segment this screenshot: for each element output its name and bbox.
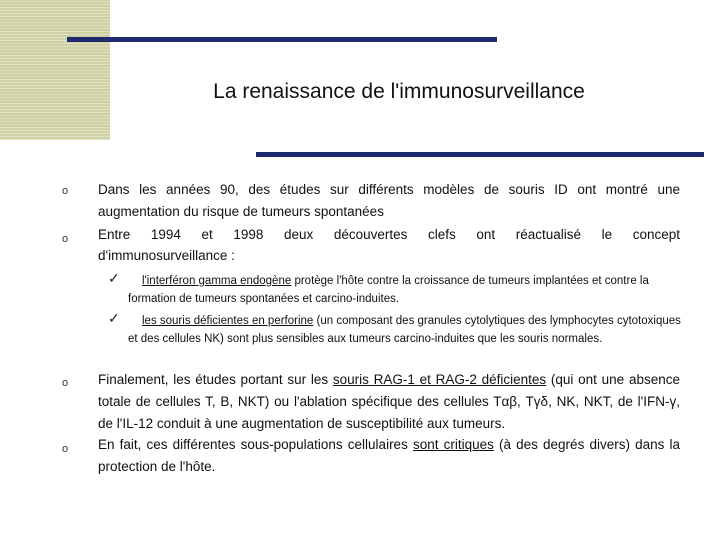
sub-item-2-text: (un composant des granules cytolytiques des lymphocytes cytotoxiques et des cellules NK) sont plus sensibles aux tumeurs carcino-induites que les souris normales. [128,315,681,345]
checkmark-icon: ✓ [108,310,120,326]
slide-title: La renaissance de l'immunosurveillance [213,80,585,103]
sub-item-1-text: protège l'hôte contre la croissance de tumeurs implantées et contre la formation de tumeurs spontanées et carcino-induites. [128,275,649,305]
bullet-marker: o [62,443,69,455]
bullet-2-line1: Entre 1994 et 1998 deux découvertes clefs ont réactualisé le concept [98,227,680,242]
bullet-4-underlined: sont critiques [412,437,494,452]
checkmark-icon: ✓ [108,270,120,286]
bullet-4-text-after: (à des degrés divers) dans la protection de l'hôte. [98,437,680,474]
sub-item-2 [128,312,683,348]
bullet-2-line2: d'immunosurveillance : [98,248,235,263]
bullet-marker: o [62,233,69,245]
bullet-3-underlined: souris RAG-1 et RAG-2 déficientes [332,372,547,387]
bullet-4 [98,434,680,478]
sub-item-1-underlined: l'interféron gamma endogène [142,275,292,287]
bullet-1-text: Dans les années 90, des études sur différents modèles de souris ID ont montré une augmentation du risque de tumeurs spontanées [98,182,680,219]
bullet-4-text-before: En fait, ces différentes sous-populations cellulaires [98,437,413,452]
bullet-marker: o [62,185,69,197]
bullet-marker: o [62,377,69,389]
sub-item-1 [128,272,683,308]
bullet-3 [98,369,680,435]
bullet-3-text-after: (qui ont une absence totale de cellules T, B, NKT) ou l'ablation spécifique des cellules Tαβ, Tγδ, NK, NKT, de l'IFN-γ, de l'IL-12 conduit à une augmentation de susceptibilité aux tumeurs. [98,372,680,431]
bullet-3-text-before: Finalement, les études portant sur les [98,372,333,387]
sub-item-2-underlined: les souris déficientes en perforine [142,315,314,327]
